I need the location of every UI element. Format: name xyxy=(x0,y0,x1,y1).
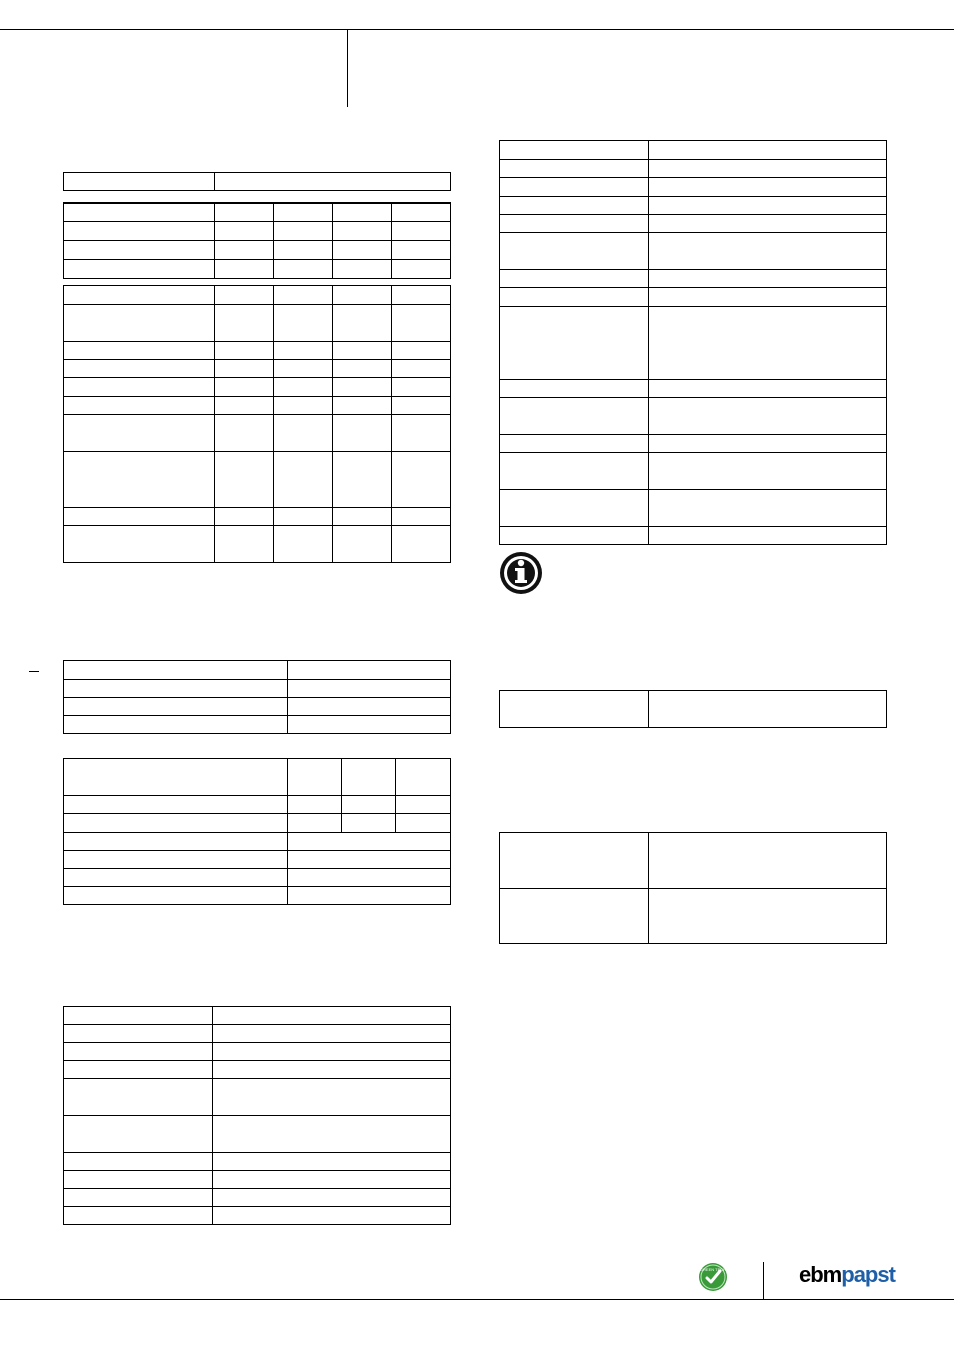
table-cell xyxy=(213,1025,451,1043)
table-cell xyxy=(64,1189,213,1207)
small-dash xyxy=(29,671,39,672)
table-cell xyxy=(649,215,887,233)
table-cell xyxy=(215,508,274,526)
table-cell xyxy=(333,260,392,279)
table-cell xyxy=(64,286,215,305)
right-table-h xyxy=(499,690,887,728)
table-cell xyxy=(649,288,887,307)
table-cell xyxy=(213,1171,451,1189)
table-cell xyxy=(64,1061,213,1079)
table-cell xyxy=(64,260,215,279)
right-table-g xyxy=(499,140,887,545)
table-cell xyxy=(392,260,451,279)
table-cell xyxy=(288,698,451,716)
table-cell xyxy=(213,1043,451,1061)
table-cell xyxy=(333,204,392,222)
table-cell xyxy=(288,716,451,734)
table-cell xyxy=(649,270,887,288)
table-cell xyxy=(64,1043,213,1061)
table-cell xyxy=(215,286,274,305)
table-cell xyxy=(213,1116,451,1153)
table-cell xyxy=(274,452,333,508)
table-cell xyxy=(342,759,396,796)
table-cell xyxy=(500,233,649,270)
table-cell xyxy=(64,716,288,734)
table-cell xyxy=(392,286,451,305)
logo-ebm: ebm xyxy=(799,1262,842,1287)
table-cell xyxy=(649,233,887,270)
table-cell xyxy=(213,1061,451,1079)
table-cell xyxy=(333,241,392,260)
table-cell xyxy=(333,526,392,563)
table-cell xyxy=(333,508,392,526)
table-cell xyxy=(500,833,649,889)
table-cell xyxy=(288,869,451,887)
table-cell xyxy=(274,286,333,305)
table-cell xyxy=(215,415,274,452)
table-cell xyxy=(215,397,274,415)
table-cell xyxy=(333,452,392,508)
table-cell xyxy=(215,526,274,563)
table-cell xyxy=(392,342,451,360)
table-cell xyxy=(500,215,649,233)
badge-text: GREEN TECH xyxy=(699,1267,727,1272)
footer-divider xyxy=(763,1262,764,1299)
table-cell xyxy=(500,270,649,288)
table-cell xyxy=(649,527,887,545)
table-cell xyxy=(215,342,274,360)
table-cell xyxy=(274,415,333,452)
table-cell xyxy=(342,796,396,814)
table-cell xyxy=(213,1207,451,1225)
footer-rule xyxy=(0,1299,954,1300)
table-cell xyxy=(392,378,451,397)
table-cell xyxy=(649,197,887,215)
table-cell xyxy=(649,453,887,490)
table-cell xyxy=(64,814,288,833)
header-rule xyxy=(0,29,954,30)
cell xyxy=(215,173,451,191)
table-cell xyxy=(64,305,215,342)
table-cell xyxy=(64,851,288,869)
table-cell xyxy=(500,527,649,545)
left-table-b xyxy=(63,203,451,279)
table-cell xyxy=(288,759,342,796)
table-cell xyxy=(64,680,288,698)
table-cell xyxy=(64,698,288,716)
table-cell xyxy=(288,814,342,833)
left-table-c xyxy=(63,285,451,563)
table-cell xyxy=(396,796,451,814)
left-table-e xyxy=(63,758,451,905)
table-cell xyxy=(274,342,333,360)
table-cell xyxy=(64,397,215,415)
table-cell xyxy=(649,307,887,380)
table-cell xyxy=(213,1189,451,1207)
table-cell xyxy=(64,222,215,241)
table-cell xyxy=(288,796,342,814)
table-cell xyxy=(274,204,333,222)
table-cell xyxy=(649,160,887,178)
table-cell xyxy=(213,1153,451,1171)
table-cell xyxy=(64,1207,213,1225)
table-cell xyxy=(392,526,451,563)
table-cell xyxy=(649,141,887,160)
table-cell xyxy=(274,378,333,397)
table-cell xyxy=(215,222,274,241)
left-table-a xyxy=(63,172,451,191)
table-cell xyxy=(64,887,288,905)
table-cell xyxy=(500,178,649,197)
table-cell xyxy=(649,490,887,527)
table-cell xyxy=(500,307,649,380)
table-cell xyxy=(64,796,288,814)
table-cell xyxy=(333,342,392,360)
table-cell xyxy=(274,397,333,415)
left-table-d xyxy=(63,660,451,734)
left-table-f xyxy=(63,1006,451,1225)
table-cell xyxy=(274,260,333,279)
table-cell xyxy=(649,398,887,435)
table-cell xyxy=(64,1007,213,1025)
table-cell xyxy=(215,452,274,508)
table-cell xyxy=(333,378,392,397)
table-cell xyxy=(64,204,215,222)
table-cell xyxy=(64,241,215,260)
table-cell xyxy=(215,260,274,279)
table-cell xyxy=(333,305,392,342)
table-cell xyxy=(213,1079,451,1116)
table-cell xyxy=(64,452,215,508)
table-cell xyxy=(333,397,392,415)
table-cell xyxy=(392,508,451,526)
table-cell xyxy=(64,759,288,796)
table-cell xyxy=(213,1007,451,1025)
header-divider xyxy=(347,29,348,107)
table-cell xyxy=(64,1079,213,1116)
table-cell xyxy=(274,360,333,378)
table-cell xyxy=(500,435,649,453)
table-cell xyxy=(392,452,451,508)
table-cell xyxy=(333,415,392,452)
table-cell xyxy=(649,833,887,889)
table-cell xyxy=(215,204,274,222)
table-cell xyxy=(333,222,392,241)
table-cell xyxy=(392,415,451,452)
table-cell xyxy=(288,661,451,680)
table-cell xyxy=(64,1171,213,1189)
table-cell xyxy=(64,360,215,378)
table-cell xyxy=(64,869,288,887)
right-table-i xyxy=(499,832,887,944)
table-cell xyxy=(649,691,887,728)
table-cell xyxy=(333,360,392,378)
table-cell xyxy=(396,759,451,796)
table-cell xyxy=(288,833,451,851)
table-cell xyxy=(64,508,215,526)
table-cell xyxy=(396,814,451,833)
table-cell xyxy=(64,342,215,360)
table-cell xyxy=(392,305,451,342)
table-cell xyxy=(500,490,649,527)
table-cell xyxy=(274,526,333,563)
green-tech-badge-icon xyxy=(698,1262,728,1292)
table-cell xyxy=(500,160,649,178)
table-cell xyxy=(288,851,451,869)
table-cell xyxy=(215,241,274,260)
table-cell xyxy=(64,378,215,397)
table-cell xyxy=(288,887,451,905)
logo-papst: papst xyxy=(841,1262,895,1287)
table-cell xyxy=(64,526,215,563)
table-cell xyxy=(500,197,649,215)
table-cell xyxy=(64,415,215,452)
table-cell xyxy=(215,378,274,397)
table-cell xyxy=(500,453,649,490)
table-cell xyxy=(64,1153,213,1171)
ebmpapst-logo xyxy=(799,1262,895,1288)
table-cell xyxy=(392,222,451,241)
table-cell xyxy=(274,241,333,260)
table-cell xyxy=(288,680,451,698)
table-cell xyxy=(500,398,649,435)
cell xyxy=(64,173,215,191)
table-cell xyxy=(64,661,288,680)
table-cell xyxy=(392,397,451,415)
table-cell xyxy=(64,1025,213,1043)
table-cell xyxy=(64,1116,213,1153)
table-cell xyxy=(500,380,649,398)
info-icon xyxy=(499,551,543,595)
table-cell xyxy=(649,889,887,944)
table-cell xyxy=(500,288,649,307)
table-cell xyxy=(649,178,887,197)
table-cell xyxy=(649,380,887,398)
table-cell xyxy=(500,141,649,160)
table-cell xyxy=(500,889,649,944)
table-cell xyxy=(342,814,396,833)
table-cell xyxy=(64,833,288,851)
table-cell xyxy=(649,435,887,453)
table-cell xyxy=(274,222,333,241)
table-cell xyxy=(333,286,392,305)
table-cell xyxy=(392,241,451,260)
table-cell xyxy=(274,508,333,526)
table-cell xyxy=(215,305,274,342)
table-cell xyxy=(392,360,451,378)
table-cell xyxy=(215,360,274,378)
table-cell xyxy=(274,305,333,342)
table-cell xyxy=(500,691,649,728)
table-cell xyxy=(392,204,451,222)
